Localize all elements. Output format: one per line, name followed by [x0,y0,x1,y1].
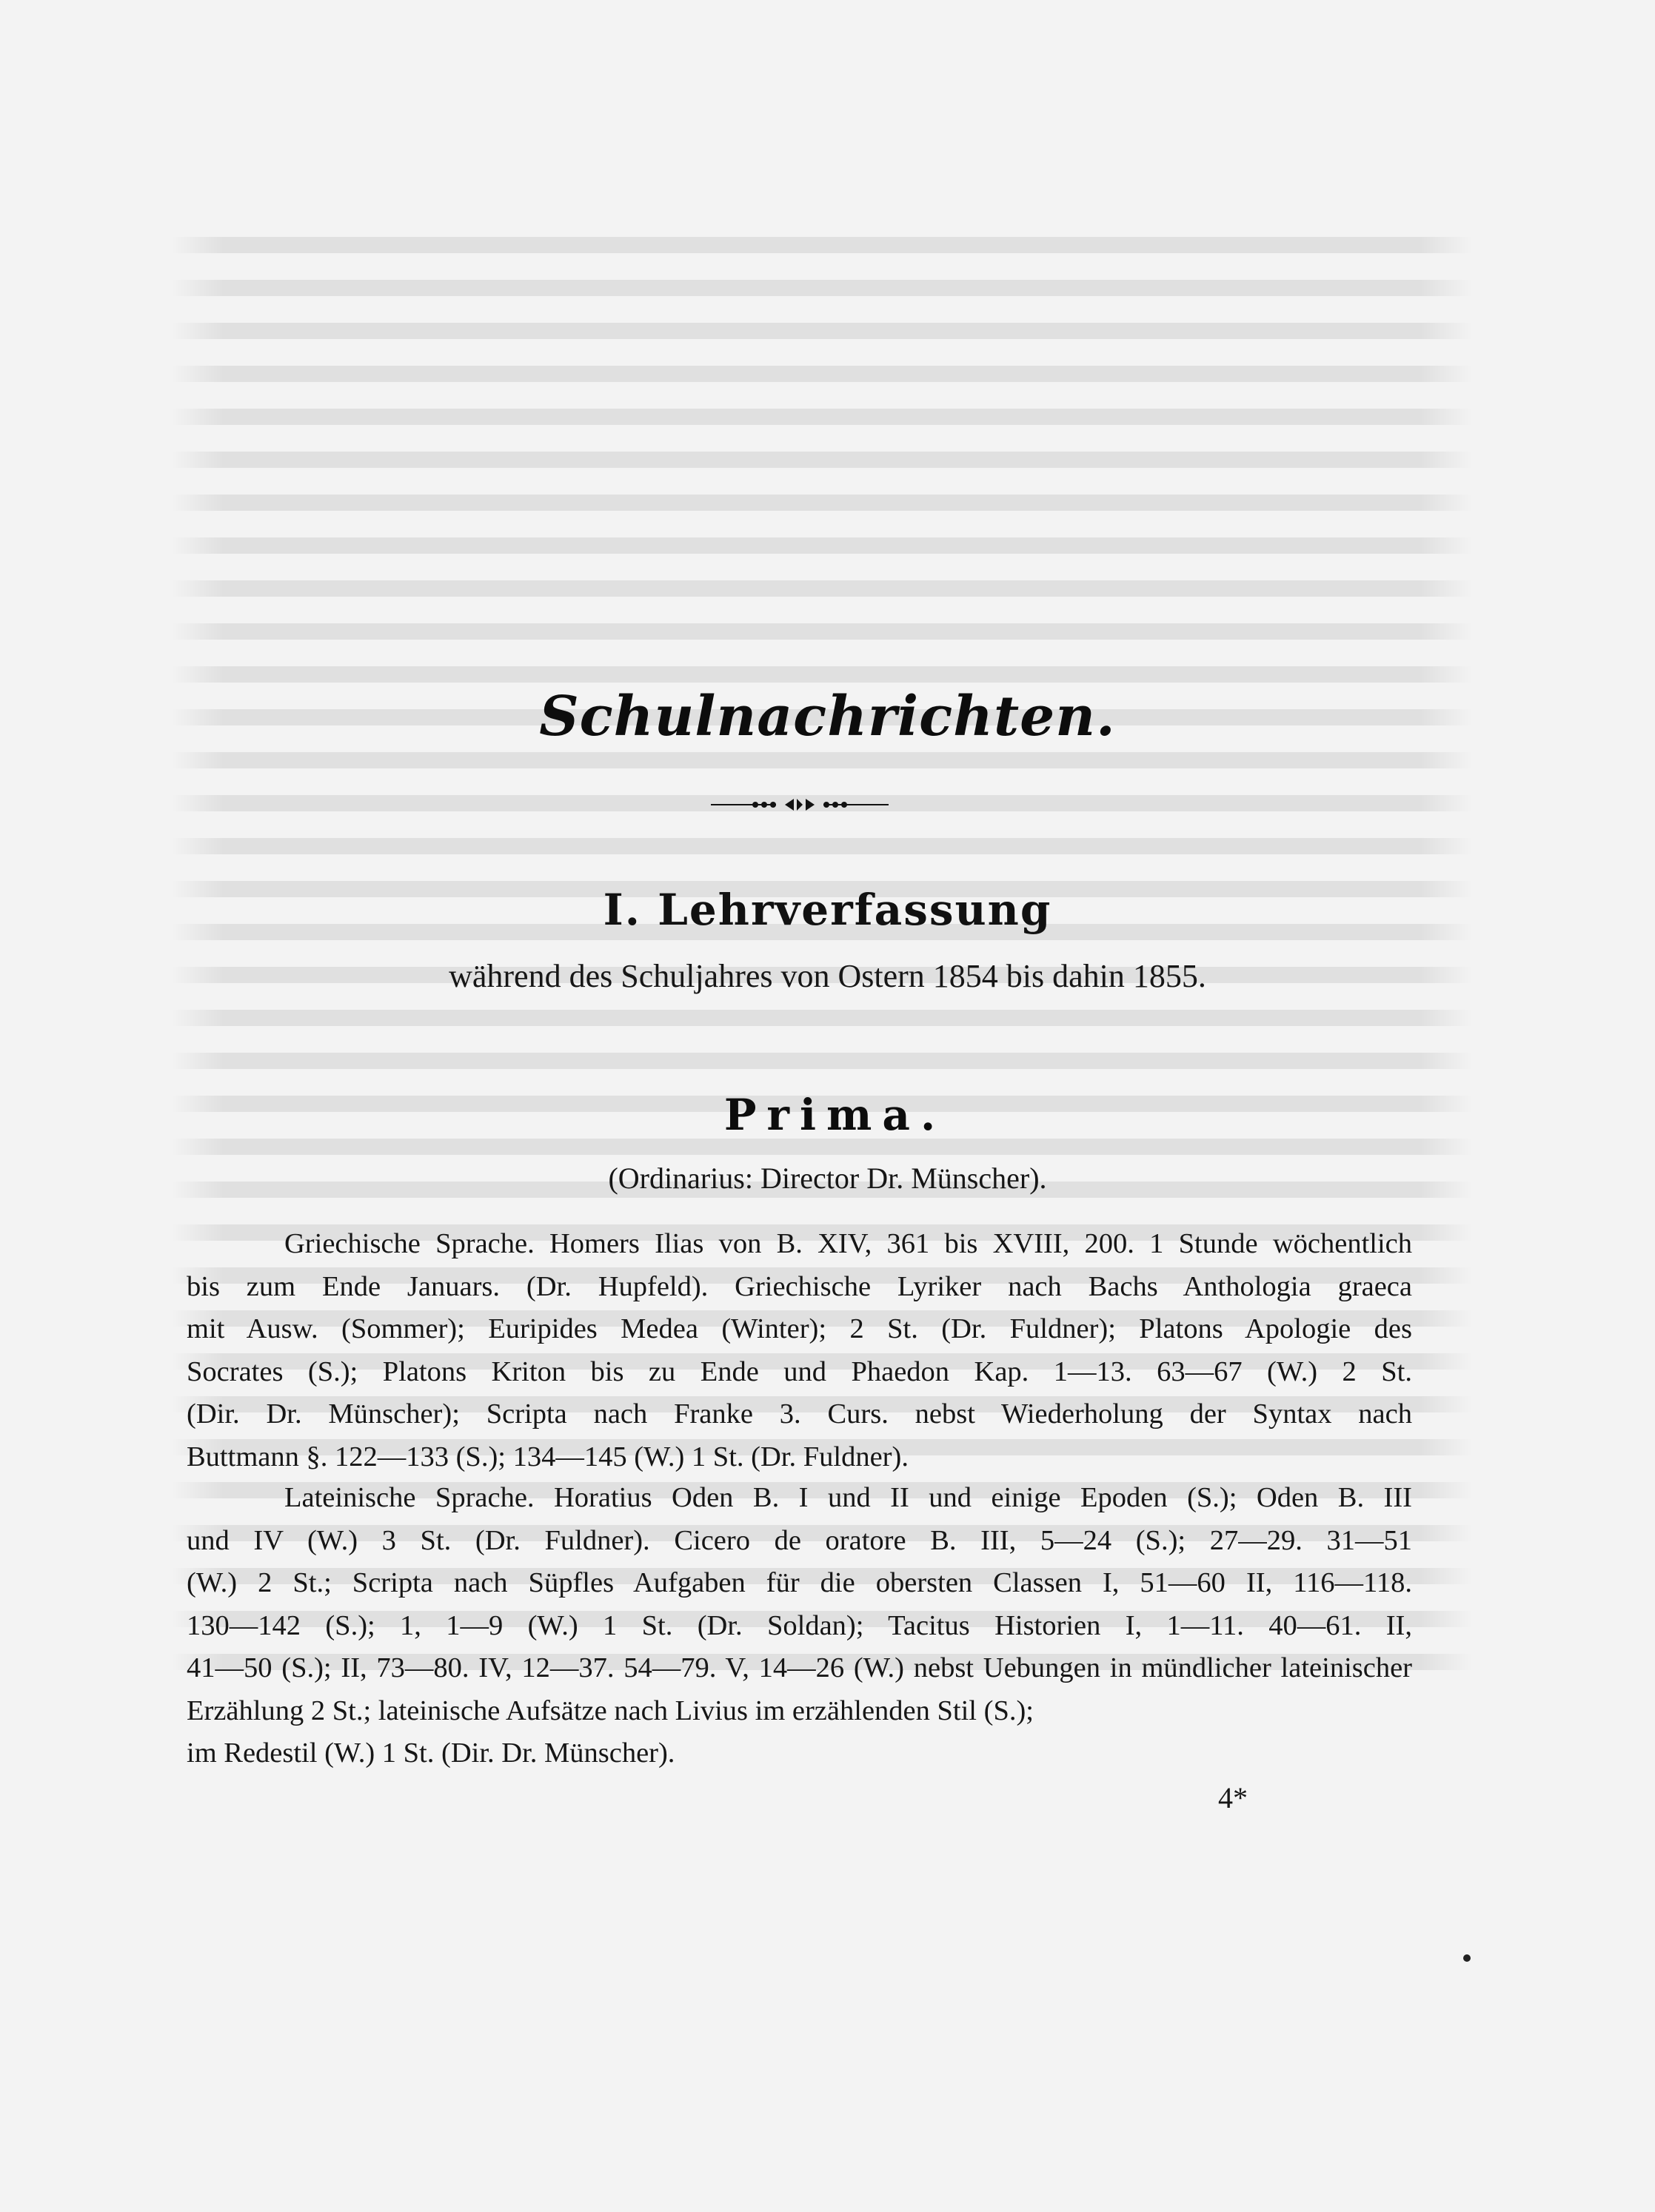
paragraph-line: im Redestil (W.) 1 St. (Dir. Dr. Münscher). [187,1737,675,1769]
paragraph-line: und IV (W.) 3 St. (Dr. Fuldner). Cicero de oratore B. III, 5—24 (S.); 27—29. 31—51 [187,1524,1412,1556]
paragraph-line: 41—50 (S.); II, 73—80. IV, 12—37. 54—79. V, 14—26 (W.) nebst Uebungen in mündlicher lateinischer Erzählung 2 St.; lateinische Aufsätze nach Livius im erzählenden Stil (S.); [187,1652,1412,1726]
ornament-divider [711,796,889,814]
paragraph-line: Buttmann §. 122—133 (S.); 134—145 (W.) 1 St. (Dr. Fuldner). [187,1441,909,1472]
ink-speck [1463,1954,1471,1962]
paragraph-greek [187,1223,1412,1478]
paragraph-line: 130—142 (S.); 1, 1—9 (W.) 1 St. (Dr. Soldan); Tacitus Historien I, 1—11. 40—61. II, [187,1609,1412,1641]
paragraph-latin [187,1477,1412,1775]
paragraph-line: Socrates (S.); Platons Kriton bis zu Ende und Phaedon Kap. 1—13. 63—67 (W.) 2 St. [187,1355,1412,1387]
paragraph-line: bis zum Ende Januars. (Dr. Hupfeld). Griechische Lyriker nach Bachs Anthologia graeca [187,1270,1412,1302]
paragraph-line: (W.) 2 St.; Scripta nach Süpfles Aufgaben für die obersten Classen I, 51—60 II, 116—118. [187,1567,1412,1598]
paragraph-line: (Dir. Dr. Münscher); Scripta nach Franke 3. Curs. nebst Wiederholung der Syntax nach [187,1398,1412,1430]
section-title: I. Lehrverfassung [603,885,1052,935]
page-signature-mark: 4* [1218,1781,1248,1814]
section-subtitle: während des Schuljahres von Ostern 1854 bis dahin 1855. [449,958,1206,994]
class-title: Prima. [723,1090,946,1140]
class-subtitle: (Ordinarius: Director Dr. Münscher). [608,1162,1047,1195]
main-title: Schulnachrichten. [539,685,1116,748]
paragraph-line: Lateinische Sprache. Horatius Oden B. I und II und einige Epoden (S.); Oden B. III [284,1482,1412,1513]
paragraph-line: Griechische Sprache. Homers Ilias von B. XIV, 361 bis XVIII, 200. 1 Stunde wöchentlich [284,1228,1412,1259]
paragraph-line: mit Ausw. (Sommer); Euripides Medea (Winter); 2 St. (Dr. Fuldner); Platons Apologie des [187,1313,1412,1344]
